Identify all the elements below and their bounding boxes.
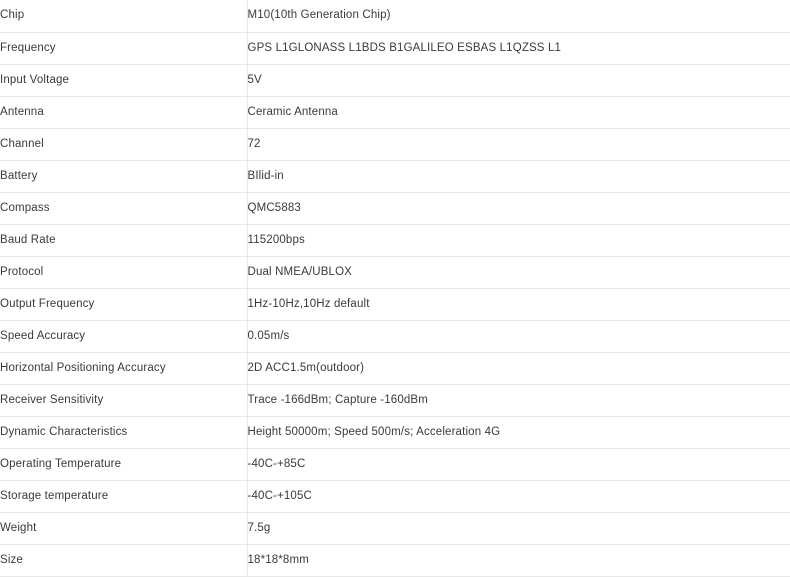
spec-value: 72 xyxy=(247,128,790,160)
table-row xyxy=(0,160,790,192)
spec-value: Trace -166dBm; Capture -160dBm xyxy=(247,384,790,416)
spec-label: Battery xyxy=(0,160,247,192)
spec-label: Horizontal Positioning Accuracy xyxy=(0,352,247,384)
spec-value: 1Hz-10Hz,10Hz default xyxy=(247,288,790,320)
table-row xyxy=(0,64,790,96)
spec-label: Receiver Sensitivity xyxy=(0,384,247,416)
table-row xyxy=(0,224,790,256)
spec-value: 18*18*8mm xyxy=(247,544,790,576)
table-row xyxy=(0,448,790,480)
table-row xyxy=(0,352,790,384)
table-row xyxy=(0,416,790,448)
spec-label: Compass xyxy=(0,192,247,224)
spec-value: -40C-+105C xyxy=(247,480,790,512)
table-row xyxy=(0,544,790,576)
spec-value: Dual NMEA/UBLOX xyxy=(247,256,790,288)
spec-value: GPS L1GLONASS L1BDS B1GALILEO ESBAS L1QZSS L1 xyxy=(247,32,790,64)
table-row xyxy=(0,128,790,160)
spec-label: Channel xyxy=(0,128,247,160)
spec-value: 5V xyxy=(247,64,790,96)
table-row xyxy=(0,480,790,512)
spec-value: 115200bps xyxy=(247,224,790,256)
spec-label: Operating Temperature xyxy=(0,448,247,480)
table-row xyxy=(0,0,790,32)
spec-label: Speed Accuracy xyxy=(0,320,247,352)
spec-label: Chip xyxy=(0,0,247,32)
spec-label: Weight xyxy=(0,512,247,544)
spec-value: M10(10th Generation Chip) xyxy=(247,0,790,32)
table-row xyxy=(0,192,790,224)
spec-value: BIlid-in xyxy=(247,160,790,192)
table-row xyxy=(0,384,790,416)
spec-label: Baud Rate xyxy=(0,224,247,256)
table-row xyxy=(0,256,790,288)
spec-label: Protocol xyxy=(0,256,247,288)
table-row xyxy=(0,512,790,544)
spec-value: 7.5g xyxy=(247,512,790,544)
spec-label: Input Voltage xyxy=(0,64,247,96)
table-row xyxy=(0,320,790,352)
spec-label: Storage temperature xyxy=(0,480,247,512)
spec-label: Size xyxy=(0,544,247,576)
table-row xyxy=(0,32,790,64)
spec-value: 2D ACC1.5m(outdoor) xyxy=(247,352,790,384)
spec-value: 0.05m/s xyxy=(247,320,790,352)
spec-label: Antenna xyxy=(0,96,247,128)
table-row xyxy=(0,96,790,128)
spec-value: Height 50000m; Speed 500m/s; Acceleration 4G xyxy=(247,416,790,448)
table-row xyxy=(0,288,790,320)
spec-value: -40C-+85C xyxy=(247,448,790,480)
spec-label: Output Frequency xyxy=(0,288,247,320)
spec-value: QMC5883 xyxy=(247,192,790,224)
spec-value: Ceramic Antenna xyxy=(247,96,790,128)
spec-label: Frequency xyxy=(0,32,247,64)
spec-label: Dynamic Characteristics xyxy=(0,416,247,448)
